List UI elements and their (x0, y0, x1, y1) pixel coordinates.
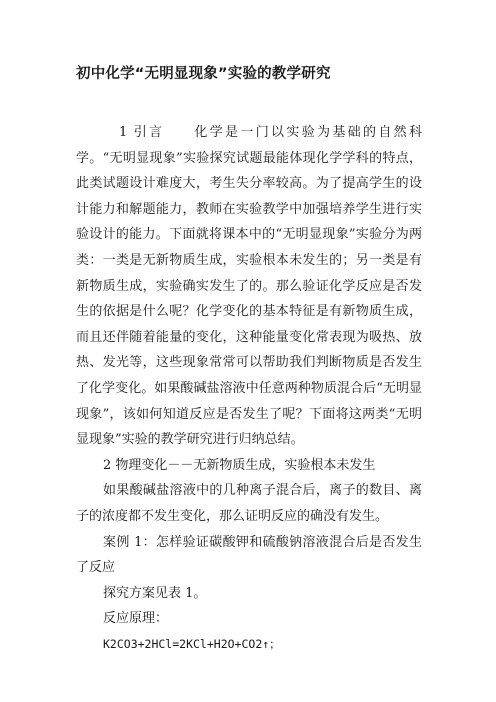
case-1-title: 案例 1：怎样验证碳酸钾和硫酸钠溶液混合后是否发生了反应 (76, 534, 422, 576)
section-2-paragraph: 如果酸碱盐溶液中的几种离子混合后，离子的数目、离子的浓度都不发生变化，那么证明反应的确没有发生。 (76, 483, 422, 524)
reaction-formula: K2CO3+2HCl=2KCl+H2O+CO2↑； (103, 636, 281, 651)
intro-text: 化学是一门以实验为基础的自然科学。“无明显现象”实验探究试题最能体现化学学科的特点，此类试题设计难度大，考生失分率较高。为了提高学生的设计能力和解题能力，教师在实验教学中加强培养学生进行实验设计的能力。下面就将课本中的“无明显现象”实验分为两类：一类是无新物质生成，实验根本未发生的；另一类是有新物质生成，实验确实发生了的。那么验证化学反应是否发生的依据是什么呢？化学变化的基本特征是有新物质生成，而且还伴随着能量的变化，这种能量变化常表现为吸热、放热、发光等，这些现象常常可以帮助我们判断物质是否发生了化学变化。如果酸碱盐溶液中任意两种物质混合后“无明显现象”，该如何知道反应是否发生了呢？下面将这两类“无明显现象”实验的教学研究进行归纳总结。 (76, 125, 422, 448)
document-body (76, 120, 422, 657)
intro-heading: 1 引言 (119, 125, 165, 140)
document-title: 初中化学“无明显现象”实验的教学研究 (76, 66, 331, 82)
intro-paragraph (76, 120, 422, 453)
section-2-heading: 2 物理变化－－无新物质生成，实验根本未发生 (103, 457, 376, 473)
scheme-line: 探究方案见表 1。 (103, 585, 207, 601)
principle-label: 反应原理： (103, 611, 169, 627)
